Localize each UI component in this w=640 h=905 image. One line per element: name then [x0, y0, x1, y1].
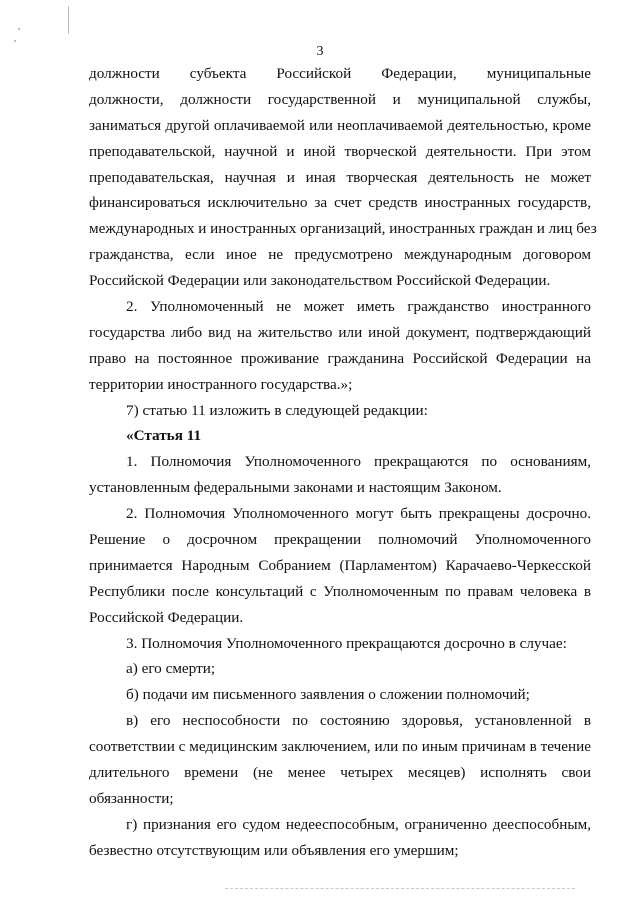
text-line: 3. Полномочия Уполномоченного прекращаются досрочно в случае: — [126, 634, 567, 652]
text-line: Российской Федерации. — [89, 608, 244, 626]
text-line: 1. Полномочия Уполномоченного прекращаются по основаниям, — [126, 453, 591, 471]
scan-mark-top-left — [68, 6, 69, 34]
document-body — [89, 61, 597, 864]
scan-speck — [18, 28, 20, 30]
text-line: заниматься другой оплачиваемой или неоплачиваемой деятельностью, кроме — [89, 116, 591, 134]
text-line: финансироваться исключительно за счет средств иностранных государств, — [89, 194, 591, 212]
scan-speck — [14, 40, 16, 42]
scan-bottom-edge — [225, 888, 575, 890]
text-line: а) его смерти; — [126, 660, 216, 678]
text-line: 7) статью 11 изложить в следующей редакции: — [126, 401, 428, 419]
text-line: установленным федеральными законами и настоящим Законом. — [89, 479, 502, 497]
text-line: преподавательской, научной и иной творческой деятельности. При этом — [89, 142, 591, 160]
text-line: должности, должности государственной и муниципальной службы, — [89, 90, 591, 108]
text-line: Решение о досрочном прекращении полномочий Уполномоченного — [89, 531, 591, 549]
text-line: право на постоянное проживание гражданина Российской Федерации на — [89, 349, 591, 367]
text-line: должности субъекта Российской Федерации, муниципальные — [89, 65, 591, 82]
text-line: 2. Уполномоченный не может иметь гражданство иностранного — [126, 298, 591, 316]
text-line: г) признания его судом недееспособным, ограниченно дееспособным, — [126, 815, 591, 833]
page-number: 3 — [316, 44, 324, 59]
text-line: Российской Федерации или законодательством Российской Федерации. — [89, 272, 551, 290]
text-line: длительного времени (не менее четырех месяцев) исполнять свои — [89, 764, 591, 782]
text-line: Республики после консультаций с Уполномоченным по правам человека в — [89, 582, 591, 600]
text-line: преподавательская, научная и иная творческая деятельность не может — [89, 168, 591, 186]
text-line: международных и иностранных организаций, иностранных граждан и лиц без — [89, 220, 597, 238]
text-line: б) подачи им письменного заявления о сложении полномочий; — [126, 686, 530, 704]
text-line: соответствии с медицинским заключением, или по иным причинам в течение — [89, 738, 591, 756]
text-line: обязанности; — [89, 789, 174, 807]
text-line: территории иностранного государства.»; — [89, 375, 353, 393]
text-line: гражданства, если иное не предусмотрено международным договором — [89, 246, 591, 264]
text-line: государства либо вид на жительство или иной документ, подтверждающий — [89, 323, 591, 341]
text-line: безвестно отсутствующим или объявления его умершим; — [89, 841, 459, 859]
article-heading: «Статья 11 — [126, 427, 202, 445]
text-line: в) его неспособности по состоянию здоровья, установленной в — [126, 712, 591, 730]
text-line: принимается Народным Собранием (Парламентом) Карачаево-Черкесской — [89, 556, 591, 574]
text-line: 2. Полномочия Уполномоченного могут быть прекращены досрочно. — [126, 505, 591, 523]
